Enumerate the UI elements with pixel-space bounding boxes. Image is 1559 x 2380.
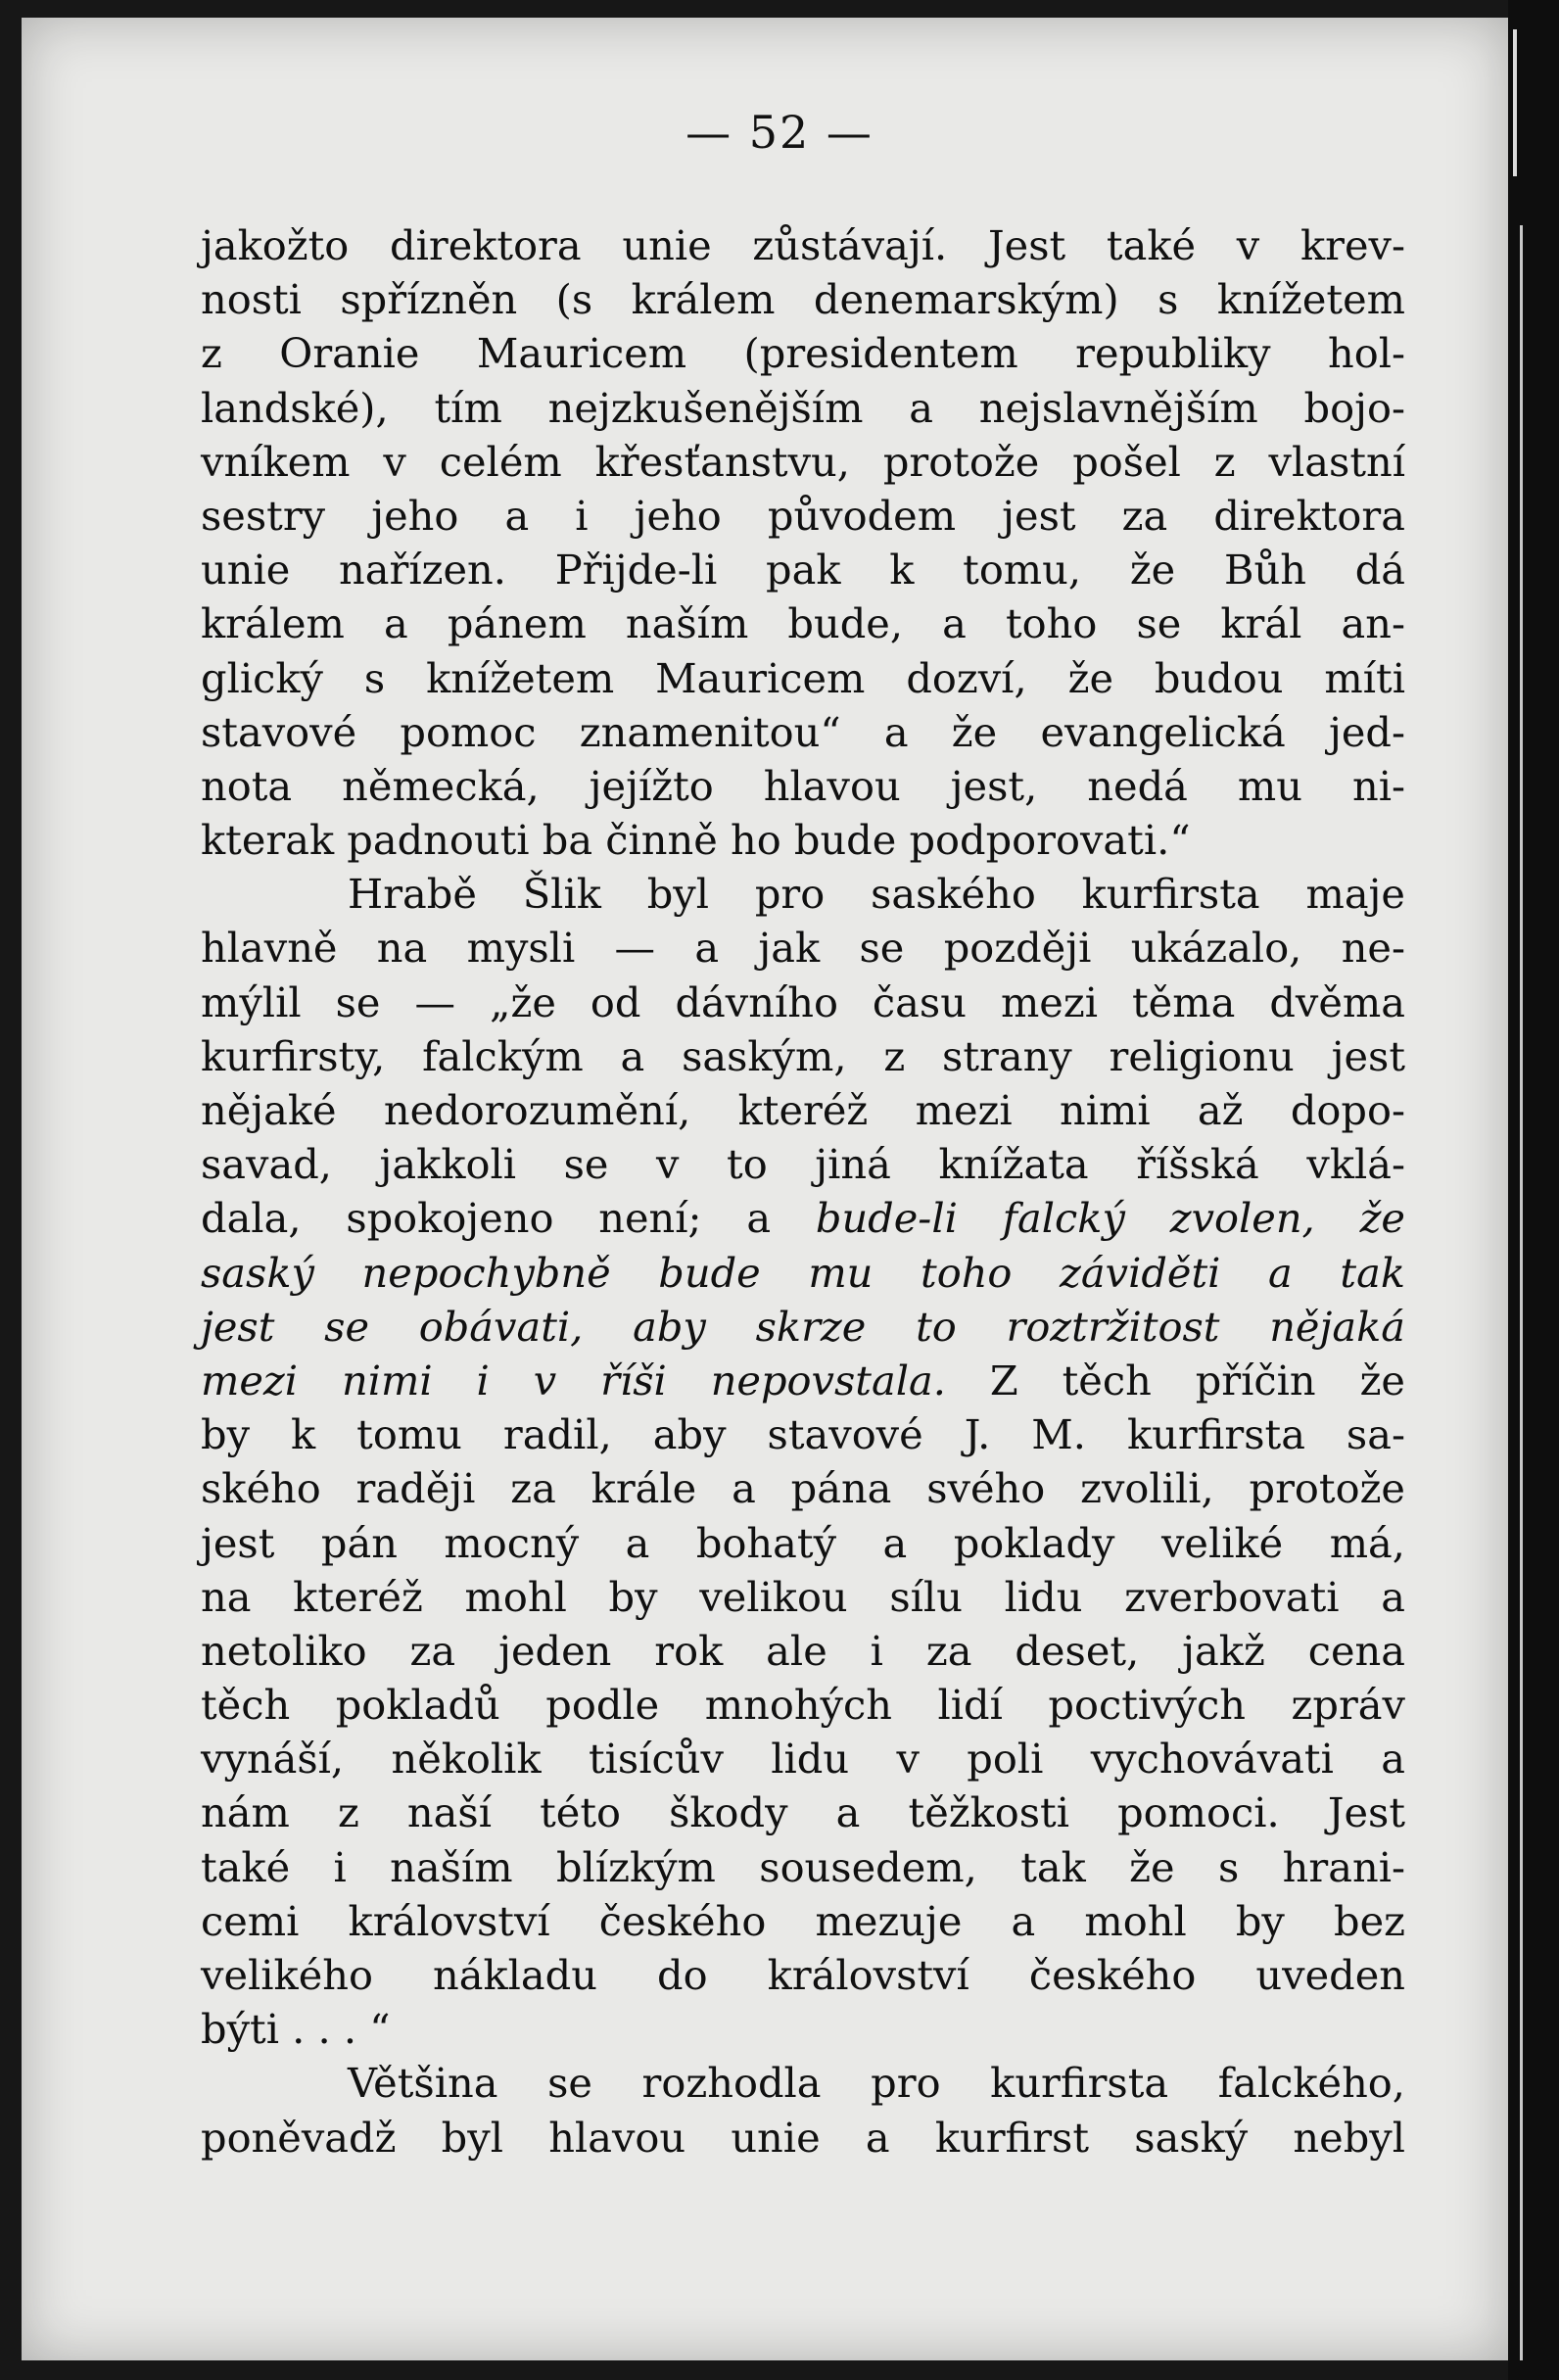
italic-quote: bude-li falcký zvolen, že [815,1194,1405,1243]
text-line: savad, jakkoli se v to jiná knížata říšská vklá- [201,1140,1405,1189]
text-line: nota německá, jejížto hlavou jest, nedá mu ni- [201,761,1405,810]
text-line: glický s knížetem Mauricem dozví, že budou míti [201,653,1405,702]
text-line: landské), tím nejzkušenějším a nejslavnějším bojo- [201,383,1405,432]
text-line: ského raději za krále a pána svého zvolili, protože [201,1464,1405,1513]
italic-quote: jest se obávati, aby skrze to roztržitost nějaká [201,1302,1405,1351]
page-number: — 52 — [685,106,874,159]
text-line: býti . . . “ [201,2005,391,2054]
text-line: jakožto direktora unie zůstávají. Jest také v krev- [201,221,1405,269]
paragraph-start-line: Většina se rozhodla pro kurfirsta falckého, [348,2059,1405,2108]
text-line: stavové pomoc znamenitou“ a že evangelická jed- [201,707,1405,756]
text-line: hlavně na mysli — a jak se později ukázalo, ne- [201,924,1405,973]
text-line: kterak padnouti ba činně ho bude podporovati.“ [201,816,1191,865]
page-edge-shadow [1508,0,1559,2380]
text-line [201,1300,1405,1354]
body-text [201,218,1405,2165]
text-line: těch pokladů podle mnohých lidí poctivých zpráv [201,1681,1405,1730]
text-line [201,1246,1405,1300]
text-line: by k tomu radil, aby stavové J. M. kurfirsta sa- [201,1410,1405,1459]
text-line: nám z naší této škody a těžkosti pomoci. Jest [201,1788,1405,1837]
text-line: poněvadž byl hlavou unie a kurfirst saský nebyl [201,2113,1405,2162]
text-line: také i naším blízkým sousedem, tak že s hrani- [201,1842,1405,1891]
text-line: nějaké nedorozumění, kteréž mezi nimi až dopo- [201,1086,1405,1134]
text-line: vynáší, několik tisícův lidu v poli vychovávati a [201,1735,1405,1784]
italic-quote: mezi nimi i v říši nepovstala. [201,1356,946,1404]
text-line: netoliko za jeden rok ale i za deset, jakž cena [201,1626,1405,1675]
text-line: nosti spřízněn (s králem denemarským) s knížetem [201,275,1405,324]
text-line: unie nařízen. Přijde-li pak k tomu, že Bůh dá [201,546,1405,595]
text-line: dala, spokojeno není; a bude-li falcký zvolen, že [201,1194,1405,1243]
text-line: jest pán mocný a bohatý a poklady veliké má, [201,1518,1405,1567]
paragraph-start-line: Hrabě Šlik byl pro saského kurfirsta maje [348,870,1405,919]
italic-quote: saský nepochybně bude mu toho záviděti a tak [201,1248,1405,1297]
spine-edge-line [1520,225,1523,2360]
text-line: mezi nimi i v říši nepovstala. Z těch příčin že [201,1356,1405,1404]
text-line: vníkem v celém křesťanstvu, protože pošel z vlastní [201,437,1405,486]
text-line: velikého nákladu do království českého uveden [201,1951,1405,1999]
text-line: sestry jeho a i jeho původem jest za direktora [201,491,1405,540]
text-line: kurfirsty, falckým a saským, z strany religionu jest [201,1031,1405,1080]
text-line: z Oranie Mauricem (presidentem republiky hol- [201,329,1405,378]
text-line: mýlil se — „že od dávního času mezi těma dvěma [201,977,1405,1026]
text-line: králem a pánem naším bude, a toho se král an- [201,599,1405,648]
text-line: na kteréž mohl by velikou sílu lidu zverbovati a [201,1572,1405,1621]
text-line: cemi království českého mezuje a mohl by bez [201,1896,1405,1945]
